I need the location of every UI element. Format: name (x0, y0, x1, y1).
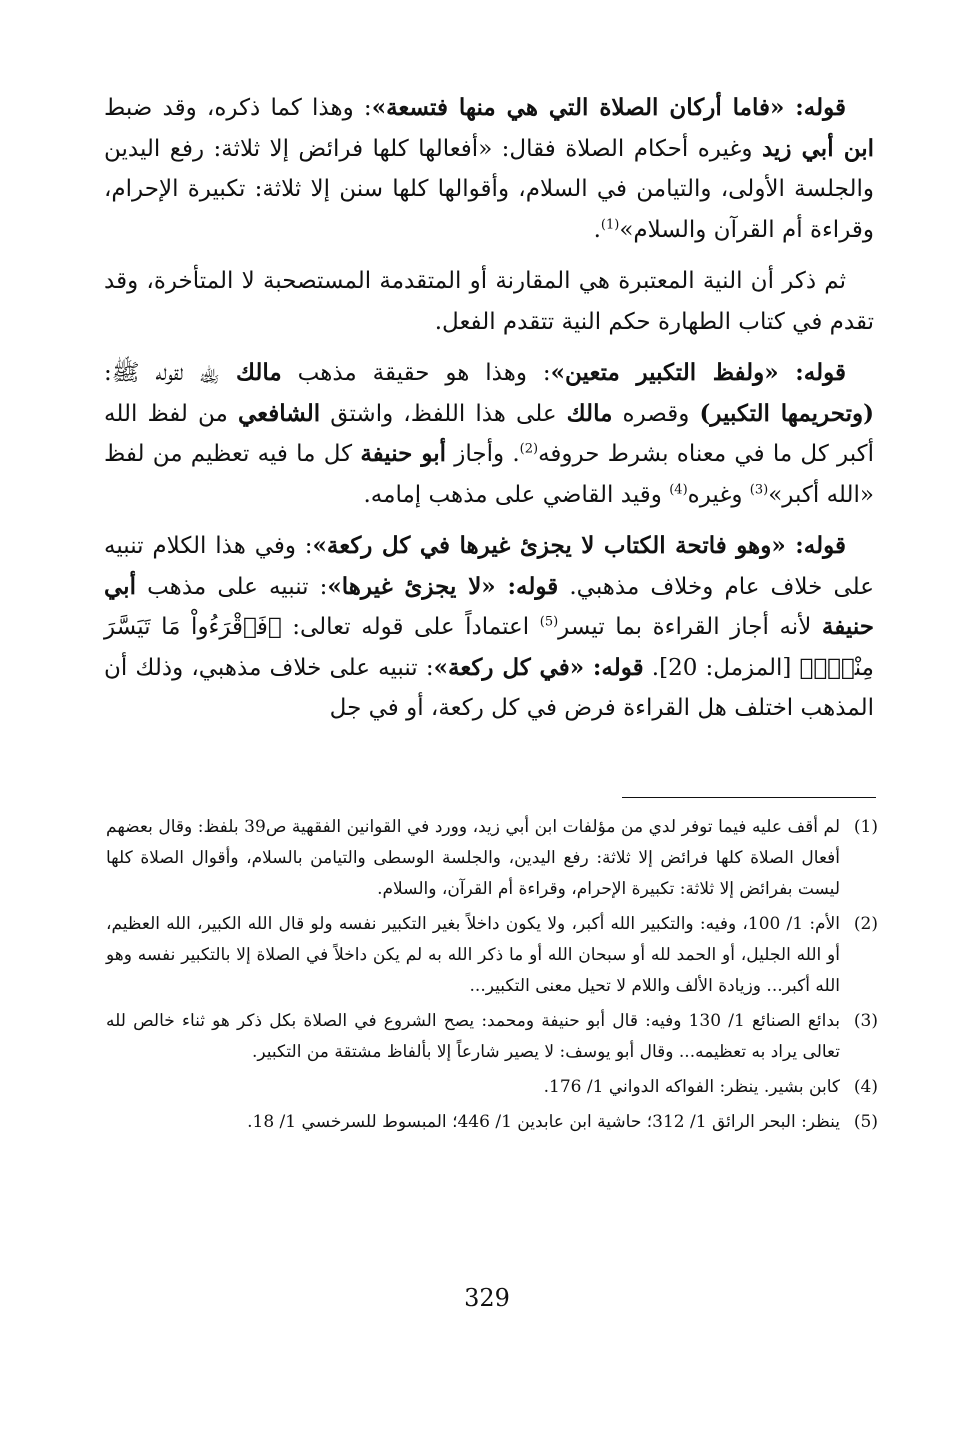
page-number: 329 (464, 1284, 510, 1312)
footnotes-section (106, 812, 878, 1142)
text-segment: : وهذا كما ذكره، وقد ضبط (104, 95, 372, 121)
bold-text: «ولفظ التكبير متعين» (550, 359, 779, 386)
bold-text: قوله: (784, 94, 846, 121)
text-segment: . (593, 216, 601, 243)
bold-text: قوله: «لا يجزئ غيرها» (327, 572, 559, 600)
footnote-text: كابن بشير. ينظر: الفواكه الدواني 1/ 176. (543, 1077, 840, 1097)
bold-text: الشافعي (238, 399, 321, 427)
bold-text: ابن أبي زيد (761, 134, 875, 162)
bold-text: قوله: «في كل ركعة» (433, 653, 644, 681)
bold-text: مالك (235, 359, 282, 386)
footnote (106, 909, 878, 1002)
footnote (106, 1107, 878, 1138)
text-segment: وقصره (612, 400, 700, 427)
footnote-reference: (1) (600, 216, 620, 232)
bold-text: «فاما أركان الصلاة التي هي منها فتسعة» (371, 94, 785, 121)
footnote-number: (4) (853, 1077, 878, 1097)
text-segment: وغيره أحكام الصلاة فقال: «أفعالها كلها فرائض إلا ثلاثة: رفع اليدين والجلسة الأولى، والتيامن في السلام، وأقوالها كلها سنن إلا ثلاثة: تكبيرة الإحرام، وقراءة أم القرآن والسلام» (104, 135, 874, 243)
footnote-text: الأم: 1/ 100، وفيه: والتكبير الله أكبر، ولا يكون داخلاً بغير التكبير نفسه ولو قال الله الكبير، الله العظيم، أو الله الجليل، أو الحمد لله أو سبحان الله أو ما ذكر الله به لم يكن داخلاً في الصلاة إلا بالتكبير نفسه وهو الله أكبر... وزيادة الألف واللام لا تحيل معنى التكبير... (106, 914, 840, 996)
text-segment: كل ما فيه تعظيم من لفظ «الله أكبر» (104, 441, 874, 508)
text-segment: . وأجاز (446, 441, 520, 467)
text-segment: ﵀ لقوله ﷺ: (104, 360, 236, 386)
footnote-text: بدائع الصنائع 1/ 130 وفيه: قال أبو حنيفة ومحمد: يصح الشروع في الصلاة بكل ذكر هو ثناء خالص لله تعالى يراد به تعظيمه... وقال أبو يوسف: لا يصير شارعاً إلا بألفاظ مشتقة من التكبير. (106, 1011, 841, 1062)
bold-text: أبي حنيفة (104, 572, 874, 640)
bold-text: «وهو فاتحة الكتاب لا يجزئ غيرها في كل ركعة» (312, 532, 786, 559)
footnote-separator (622, 797, 876, 798)
footnote (106, 812, 878, 905)
text-segment: : وفي هذا الكلام تنبيه على خلاف عام وخلاف مذهبي. (104, 533, 874, 600)
bold-text: (وتحريمها التكبير) (699, 399, 874, 427)
text-segment: وغيره (687, 481, 750, 508)
footnote-reference: (5) (539, 614, 559, 630)
footnote-number: (5) (853, 1112, 878, 1132)
footnote-text: لم أقف عليه فيما توفر لدي من مؤلفات ابن أبي زيد، وورد في القوانين الفقهية ص39 بلفظ: وقال بعضهم أفعال الصلاة كلها فرائض إلا ثلاثة: رفع اليدين، والجلسة الوسطى والتيامن بالسلام، وأقوال الصلاة كلها ليست بفرائض إلا ثلاثة: تكبيرة الإحرام، وقراءة أم القرآن، والسلام. (106, 817, 841, 899)
text-segment: على هذا اللفظ، واشتق (320, 400, 567, 427)
bold-text: قوله: (778, 359, 847, 386)
bold-text: مالك (566, 399, 613, 427)
footnote-reference: (4) (669, 481, 688, 497)
text-segment: ثم ذكر أن النية المعتبرة هي المقارنة أو المتقدمة المستصحبة لا المتأخرة، وقد تقدم في كتاب الطهارة حكم النية تتقدم الفعل. (104, 268, 874, 335)
main-text-body (104, 88, 874, 740)
footnote (106, 1072, 878, 1103)
footnote-number: (3) (853, 1011, 878, 1031)
text-segment: : وهذا هو حقيقة مذهب (281, 360, 551, 386)
paragraph (104, 526, 874, 729)
footnote-number: (2) (853, 914, 878, 934)
paragraph (104, 261, 874, 342)
paragraph (104, 353, 874, 515)
text-segment: لأنه أجاز القراءة بما تيسر (558, 614, 822, 640)
footnote-reference: (3) (749, 481, 769, 497)
bold-text: قوله: (785, 532, 846, 559)
text-segment: وقيد القاضي على مذهب إمامه. (363, 481, 670, 508)
footnote-reference: (2) (519, 441, 539, 457)
text-segment: : تنبيه على مذهب (135, 573, 328, 600)
footnote-text: ينظر: البحر الرائق 1/ 312؛ حاشية ابن عابدين 1/ 446؛ المبسوط للسرخسي 1/ 18. (247, 1112, 840, 1132)
text-segment: اعتماداً على قوله تعالى: ﴿فَٱقْرَءُواْ مَا تَيَسَّرَ مِنْهُۚ﴾ [المزمل: 20]. (104, 614, 874, 681)
footnote (106, 1006, 878, 1068)
text-segment: من لفظ الله أكبر كل ما في معناه بشرط حروفه (104, 400, 874, 467)
footnote-number: (1) (853, 817, 878, 837)
text-segment: : تنبيه على خلاف مذهبي، وذلك أن المذهب اختلف هل القراءة فرض في كل ركعة، أو في جل (104, 654, 874, 721)
paragraph (104, 88, 874, 250)
bold-text: أبو حنيفة (360, 440, 447, 467)
